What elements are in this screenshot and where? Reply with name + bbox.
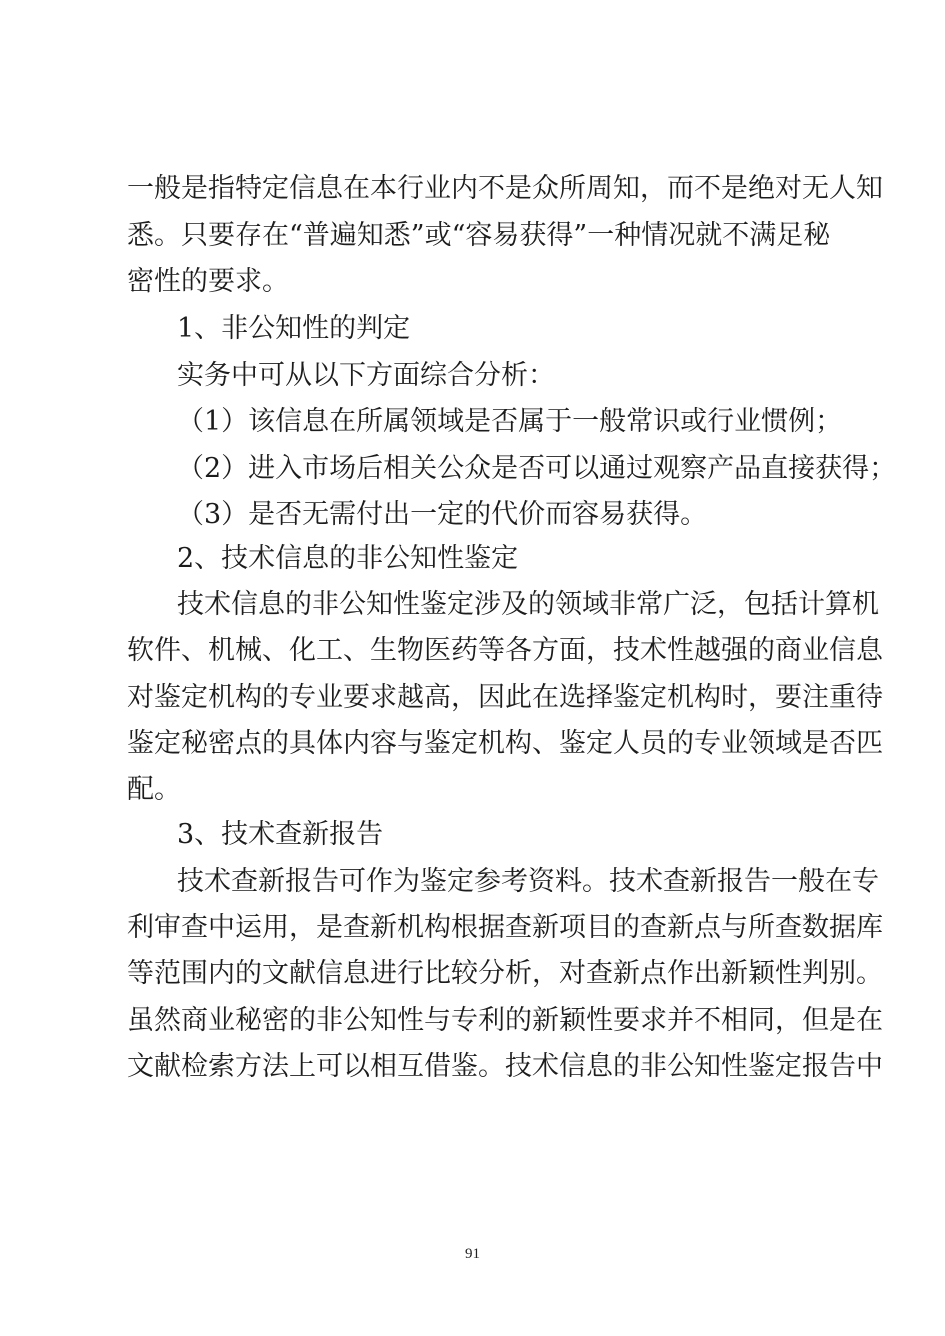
paragraph-text: 文献检索方法上可以相互借鉴。技术信息的非公知性鉴定报告中 — [127, 1051, 883, 1082]
paragraph-text: 密性的要求。 — [127, 266, 289, 297]
paragraph-text: 鉴定秘密点的具体内容与鉴定机构、鉴定人员的专业领域是否匹 — [127, 728, 883, 759]
text-line — [0, 721, 945, 767]
text-line — [0, 259, 945, 305]
text-line — [0, 675, 945, 721]
list-item — [0, 492, 945, 538]
section-heading — [0, 812, 945, 858]
section-heading — [0, 536, 945, 582]
paragraph-text: 配。 — [127, 774, 181, 805]
section-heading — [0, 306, 945, 352]
paragraph-text: 技术信息的非公知性鉴定涉及的领域非常广泛，包括计算机 — [177, 589, 879, 620]
list-item — [0, 446, 945, 492]
list-item — [0, 399, 945, 445]
text-line — [0, 213, 945, 259]
text-line — [0, 905, 945, 951]
list-item-text: （1）该信息在所属领域是否属于一般常识或行业惯例； — [177, 406, 843, 437]
text-line — [0, 582, 945, 628]
paragraph-text: 软件、机械、化工、生物医药等各方面，技术性越强的商业信息 — [127, 635, 883, 666]
paragraph-text: 悉。只要存在“普遍知悉”或“容易获得”一种情况就不满足秘 — [127, 220, 831, 251]
paragraph-text: 等范围内的文献信息进行比较分析，对查新点作出新颖性判别。 — [127, 958, 883, 989]
list-item-text: （3）是否无需付出一定的代价而容易获得。 — [177, 499, 708, 530]
paragraph-text: 对鉴定机构的专业要求越高，因此在选择鉴定机构时，要注重待 — [127, 682, 883, 713]
paragraph-text: 实务中可从以下方面综合分析： — [177, 360, 555, 391]
text-line — [0, 1044, 945, 1090]
paragraph-text: 虽然商业秘密的非公知性与专利的新颖性要求并不相同，但是在 — [127, 1005, 883, 1036]
text-line — [0, 628, 945, 674]
text-line — [0, 767, 945, 813]
paragraph-text: 利审查中运用，是查新机构根据查新项目的查新点与所查数据库 — [127, 912, 883, 943]
text-line — [0, 859, 945, 905]
text-line — [0, 951, 945, 997]
paragraph-text: 一般是指特定信息在本行业内不是众所周知，而不是绝对无人知 — [127, 173, 883, 204]
text-line — [0, 998, 945, 1044]
heading-text: 3、技术查新报告 — [177, 819, 384, 850]
page-number: 91 — [465, 1246, 480, 1262]
text-line — [0, 166, 945, 212]
list-item-text: （2）进入市场后相关公众是否可以通过观察产品直接获得； — [177, 453, 897, 484]
text-line — [0, 353, 945, 399]
heading-text: 2、技术信息的非公知性鉴定 — [177, 543, 519, 574]
heading-text: 1、非公知性的判定 — [177, 313, 411, 344]
paragraph-text: 技术查新报告可作为鉴定参考资料。技术查新报告一般在专 — [177, 866, 879, 897]
